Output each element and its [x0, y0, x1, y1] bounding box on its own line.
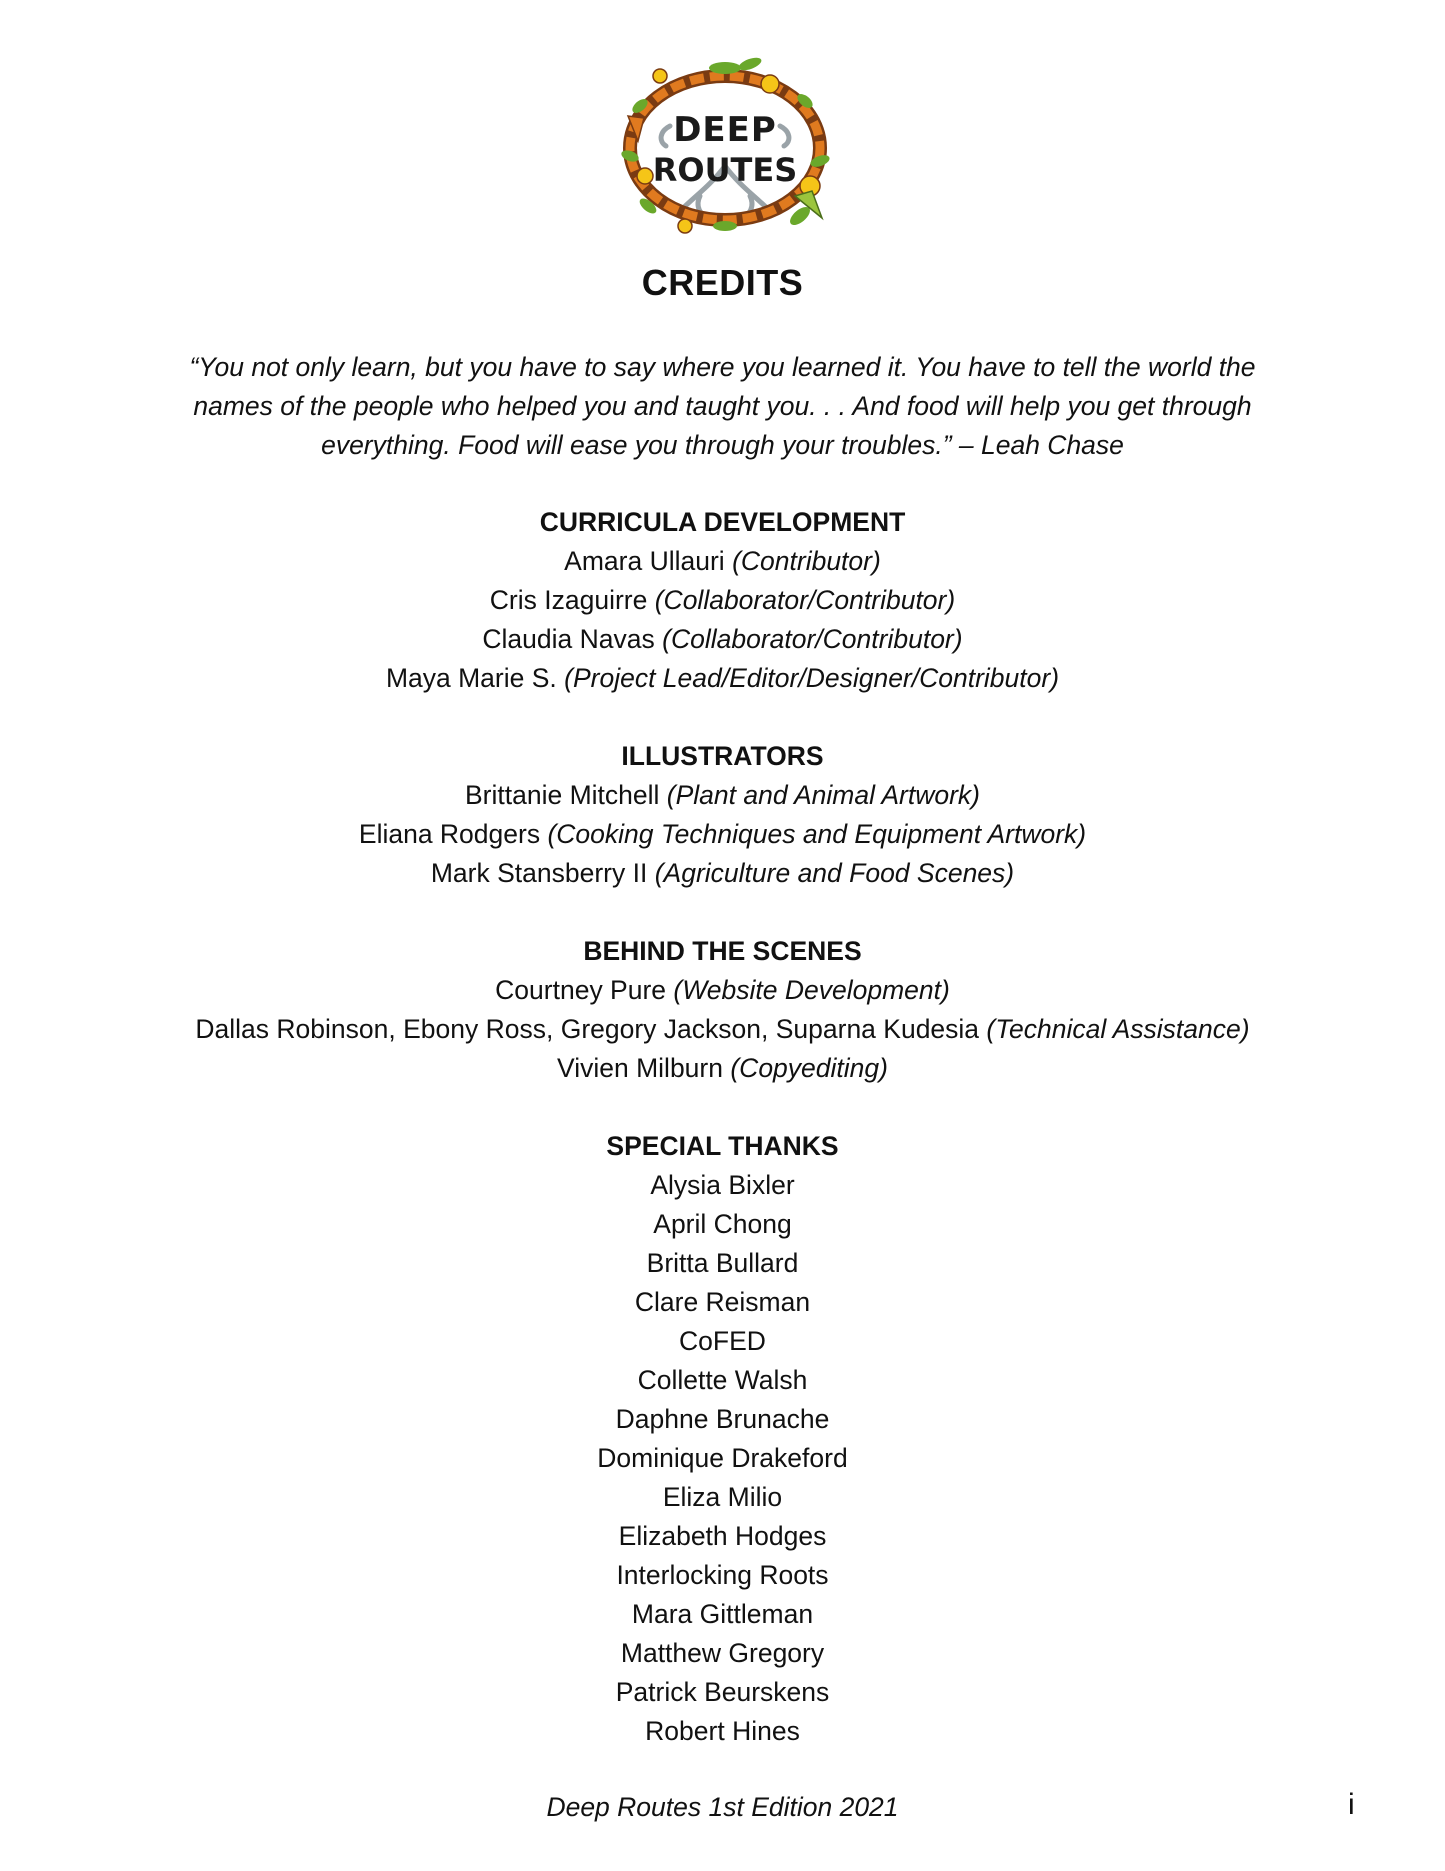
- section-behind-the-scenes: [0, 932, 1445, 1088]
- credit-line: [0, 815, 1445, 854]
- section-heading: SPECIAL THANKS: [606, 1131, 839, 1161]
- credit-role: (Project Lead/Editor/Designer/Contributor): [564, 663, 1060, 693]
- credit-role: (Copyediting): [730, 1053, 888, 1083]
- credit-name: Cris Izaguirre: [489, 585, 648, 615]
- section-heading: CURRICULA DEVELOPMENT: [539, 507, 906, 537]
- credit-line: [0, 659, 1445, 698]
- credit-line: [0, 854, 1445, 893]
- credit-role: (Cooking Techniques and Equipment Artwork): [547, 819, 1087, 849]
- page-number: i: [1348, 1788, 1355, 1821]
- credit-role: (Agriculture and Food Scenes): [654, 858, 1015, 888]
- credit-line: [0, 542, 1445, 581]
- thanks-name: Dominique Drakeford: [597, 1443, 848, 1473]
- section-curricula-development: [0, 503, 1445, 698]
- credit-name: Vivien Milburn: [557, 1053, 723, 1083]
- credit-role: (Website Development): [673, 975, 950, 1005]
- credit-name: Claudia Navas: [482, 624, 655, 654]
- thanks-name: Elizabeth Hodges: [618, 1521, 827, 1551]
- credit-name: Amara Ullauri: [564, 546, 725, 576]
- edition-footer: Deep Routes 1st Edition 2021: [546, 1792, 899, 1822]
- thanks-name: Mara Gittleman: [631, 1599, 814, 1629]
- credit-role: (Plant and Animal Artwork): [666, 780, 980, 810]
- thanks-name: Eliza Milio: [662, 1482, 783, 1512]
- credit-name: Eliana Rodgers: [358, 819, 541, 849]
- credit-line: [0, 971, 1445, 1010]
- credit-role: (Contributor): [732, 546, 881, 576]
- thanks-name: Interlocking Roots: [616, 1560, 829, 1590]
- credit-line: [0, 1010, 1445, 1049]
- credit-name: Maya Marie S.: [385, 663, 557, 693]
- credit-role: (Technical Assistance): [986, 1014, 1250, 1044]
- page-title: CREDITS: [641, 262, 804, 303]
- credit-name: Mark Stansberry II: [430, 858, 648, 888]
- thanks-name: CoFED: [679, 1326, 766, 1356]
- credit-line: [0, 620, 1445, 659]
- section-illustrators: [0, 737, 1445, 893]
- section-heading: BEHIND THE SCENES: [583, 936, 862, 966]
- credit-line: [0, 776, 1445, 815]
- thanks-name: Patrick Beurskens: [615, 1677, 830, 1707]
- credit-role: (Collaborator/Contributor): [654, 585, 956, 615]
- logo-text-deep: DEEP: [673, 110, 777, 150]
- section-heading: ILLUSTRATORS: [621, 741, 824, 771]
- logo-text-routes: ROUTES: [652, 151, 798, 189]
- credit-name: Dallas Robinson, Ebony Ross, Gregory Jackson, Suparna Kudesia: [195, 1014, 980, 1044]
- thanks-name: Robert Hines: [645, 1716, 800, 1746]
- thanks-name: Collette Walsh: [637, 1365, 808, 1395]
- credit-line: [0, 1049, 1445, 1088]
- credit-line: [0, 581, 1445, 620]
- thanks-name: Daphne Brunache: [615, 1404, 830, 1434]
- thanks-name: Clare Reisman: [634, 1287, 811, 1317]
- section-special-thanks: [0, 1127, 1445, 1751]
- credit-name: Courtney Pure: [495, 975, 667, 1005]
- thanks-name: Britta Bullard: [646, 1248, 799, 1278]
- thanks-name: Alysia Bixler: [650, 1170, 795, 1200]
- credit-role: (Collaborator/Contributor): [662, 624, 963, 654]
- thanks-name: April Chong: [653, 1209, 792, 1239]
- leah-chase-quote: “You not only learn, but you have to say where you learned it. You have to tell the world the names of the people who helped you and taught you. . . And food will help you get through everything. Food will ease you through your troubles.” – Leah Chase: [189, 352, 1256, 460]
- credit-name: Brittanie Mitchell: [465, 780, 660, 810]
- thanks-name: Matthew Gregory: [620, 1638, 825, 1668]
- deep-routes-logo: [600, 46, 850, 246]
